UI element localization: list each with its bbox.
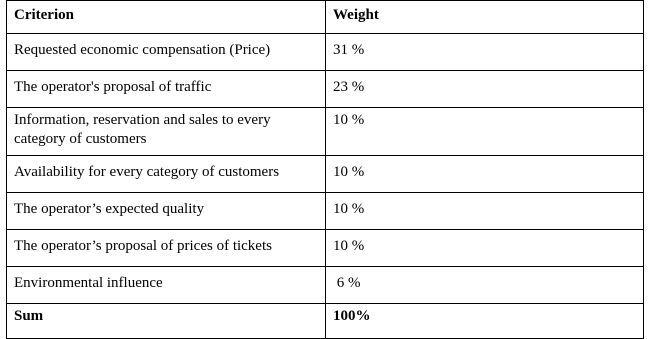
sum-value-cell: 100%	[326, 304, 644, 339]
criterion-cell: The operator’s proposal of prices of tickets	[7, 230, 326, 267]
weight-cell: 31 %	[326, 34, 644, 71]
weight-cell: 10 %	[326, 193, 644, 230]
weight-cell: 23 %	[326, 71, 644, 108]
criterion-cell: Environmental influence	[7, 267, 326, 304]
criterion-cell: Availability for every category of customers	[7, 156, 326, 193]
table-row	[7, 193, 644, 230]
criterion-cell: The operator’s expected quality	[7, 193, 326, 230]
criterion-cell: Requested economic compensation (Price)	[7, 34, 326, 71]
weight-cell: 10 %	[326, 156, 644, 193]
table-row	[7, 34, 644, 71]
sum-label-cell: Sum	[7, 304, 326, 339]
table-header-row	[7, 1, 644, 34]
weight-cell: 6 %	[326, 267, 644, 304]
table-row	[7, 267, 644, 304]
criterion-column-header: Criterion	[7, 1, 326, 34]
criteria-weight-table	[6, 0, 644, 339]
table-row	[7, 71, 644, 108]
criterion-cell: Information, reservation and sales to every category of customers	[7, 108, 326, 156]
table-row	[7, 230, 644, 267]
table-row	[7, 156, 644, 193]
weight-cell: 10 %	[326, 108, 644, 156]
table-row	[7, 108, 644, 156]
weight-column-header: Weight	[326, 1, 644, 34]
table-total-row	[7, 304, 644, 339]
criterion-cell: The operator's proposal of traffic	[7, 71, 326, 108]
weight-cell: 10 %	[326, 230, 644, 267]
